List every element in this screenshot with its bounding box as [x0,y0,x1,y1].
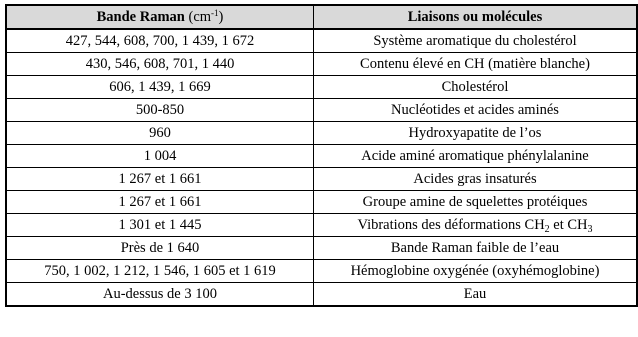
table-row [6,53,637,76]
table-row [6,29,637,53]
assignment-cell: Acides gras insaturés [314,168,638,191]
header-raman-band-unit [188,9,223,25]
assignment-cell: Hydroxyapatite de l’os [314,122,638,145]
assignment-cell: Système aromatique du cholestérol [314,29,638,53]
raman-band-cell: 500-850 [6,99,314,122]
header-raman-band [6,5,314,29]
raman-band-cell: 1 267 et 1 661 [6,191,314,214]
assignment-cell: Cholestérol [314,76,638,99]
table-row [6,191,637,214]
assignment-cell: Eau [314,283,638,307]
table-row [6,99,637,122]
assignment-cell [314,214,638,237]
table-row [6,122,637,145]
raman-bands-table [5,4,638,307]
assignment-cell: Nucléotides et acides aminés [314,99,638,122]
table-row [6,214,637,237]
raman-band-cell: 1 004 [6,145,314,168]
assignment-text: Vibrations des déformations CH [357,217,545,233]
table-header-row [6,5,637,29]
subscript-3: 3 [587,224,593,235]
table-row [6,237,637,260]
assignment-cell: Groupe amine de squelettes protéiques [314,191,638,214]
raman-band-cell: 1 267 et 1 661 [6,168,314,191]
raman-band-cell: Au-dessus de 3 100 [6,283,314,307]
table-row [6,168,637,191]
subscript-2: 2 [544,224,550,235]
header-bonds-molecules: Liaisons ou molécules [314,5,638,29]
assignment-cell: Bande Raman faible de l’eau [314,237,638,260]
header-raman-band-label: Bande Raman [96,9,185,25]
assignment-cell: Hémoglobine oxygénée (oxyhémoglobine) [314,260,638,283]
raman-band-cell: 960 [6,122,314,145]
unit-open: (cm [188,9,212,25]
raman-band-cell: 750, 1 002, 1 212, 1 546, 1 605 et 1 619 [6,260,314,283]
table-row [6,76,637,99]
raman-band-cell: 427, 544, 608, 700, 1 439, 1 672 [6,29,314,53]
raman-band-cell: Près de 1 640 [6,237,314,260]
raman-band-cell: 606, 1 439, 1 669 [6,76,314,99]
assignment-text: et CH [549,217,588,233]
raman-band-cell: 430, 546, 608, 701, 1 440 [6,53,314,76]
assignment-cell: Acide aminé aromatique phénylalanine [314,145,638,168]
table-row [6,260,637,283]
table-row [6,145,637,168]
unit-close: ) [218,9,224,25]
unit-exponent: -1 [211,8,219,18]
raman-band-cell: 1 301 et 1 445 [6,214,314,237]
assignment-cell: Contenu élevé en CH (matière blanche) [314,53,638,76]
raman-table-container [5,4,638,307]
table-row [6,283,637,307]
